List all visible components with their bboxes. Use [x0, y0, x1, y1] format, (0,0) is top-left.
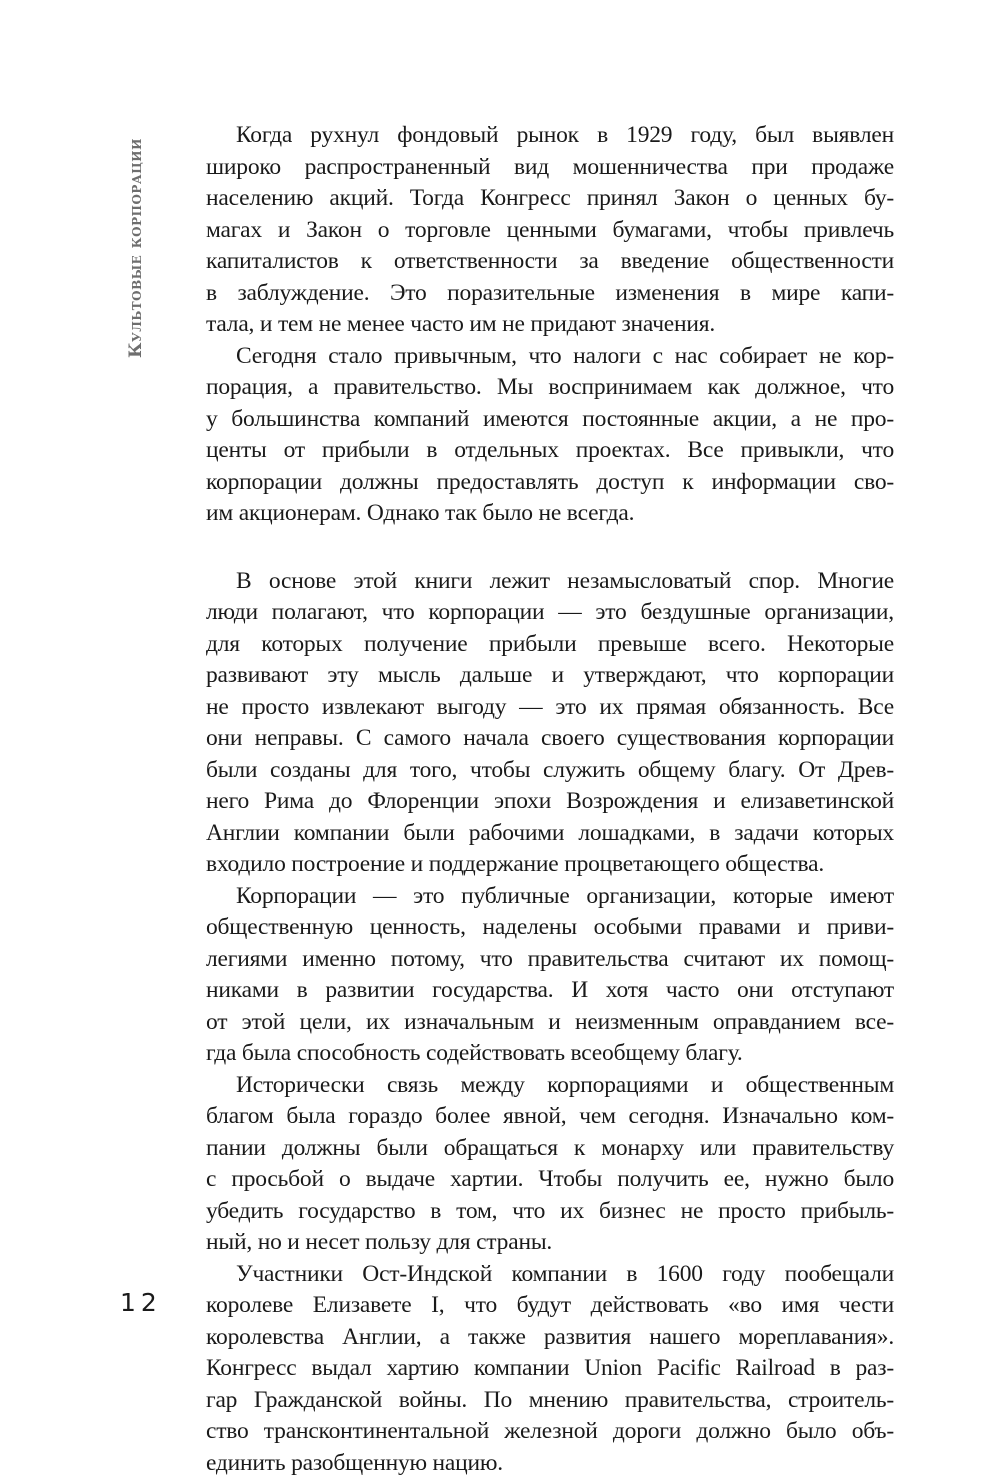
text-line: ство трансконтинентальной железной дороги должно было объ- [206, 1416, 894, 1448]
text-section [206, 566, 894, 1479]
paragraph [206, 120, 894, 341]
text-line: благом была гораздо более явной, чем сегодня. Изначально ком- [206, 1101, 894, 1133]
text-line: в заблуждение. Это поразительные изменения в мире капи- [206, 278, 894, 310]
text-line: Конгресс выдал хартию компании Union Pacific Railroad в раз- [206, 1353, 894, 1385]
paragraph [206, 566, 894, 881]
paragraph [206, 881, 894, 1070]
text-line: для которых получение прибыли превыше всего. Некоторые [206, 629, 894, 661]
running-head [118, 123, 154, 373]
text-line: королеве Елизавете I, что будут действовать «во имя чести [206, 1290, 894, 1322]
text-line: населению акций. Тогда Конгресс принял Закон о ценных бу- [206, 183, 894, 215]
text-line: люди полагают, что корпорации — это бездушные организации, [206, 597, 894, 629]
text-line: не просто извлекают выгоду — это их прямая обязанность. Все [206, 692, 894, 724]
text-line: гда была способность содействовать всеобщему благу. [206, 1038, 894, 1070]
text-line: Сегодня стало привычным, что налоги с нас собирает не кор- [206, 341, 894, 373]
text-line: широко распространенный вид мошенничества при продаже [206, 152, 894, 184]
text-line: с просьбой о выдаче хартии. Чтобы получить ее, нужно было [206, 1164, 894, 1196]
text-line: развивают эту мысль дальше и утверждают, что корпорации [206, 660, 894, 692]
page-number: 12 [120, 1288, 162, 1317]
text-line: центы от прибыли в отдельных проектах. Все привыкли, что [206, 435, 894, 467]
text-line: входило построение и поддержание процветающего общества. [206, 849, 894, 881]
text-line: были созданы для того, чтобы служить общему благу. От Древ- [206, 755, 894, 787]
paragraph [206, 1070, 894, 1259]
paragraph [206, 1259, 894, 1479]
text-line: они неправы. С самого начала своего существования корпорации [206, 723, 894, 755]
text-line: Участники Ост-Индской компании в 1600 году пообещали [206, 1259, 894, 1291]
text-line: В основе этой книги лежит незамысловатый спор. Многие [206, 566, 894, 598]
text-line: общественную ценность, наделены особыми правами и приви- [206, 912, 894, 944]
text-line: Когда рухнул фондовый рынок в 1929 году, был выявлен [206, 120, 894, 152]
text-line: порация, а правительство. Мы воспринимаем как должное, что [206, 372, 894, 404]
text-line: никами в развитии государства. И хотя часто они отступают [206, 975, 894, 1007]
text-line: пании должны были обращаться к монарху или правительству [206, 1133, 894, 1165]
running-head-text: Культовые корпорации [126, 138, 146, 358]
text-line: Англии компании были рабочими лошадками, в задачи которых [206, 818, 894, 850]
text-line: него Рима до Флоренции эпохи Возрождения и елизаветинской [206, 786, 894, 818]
text-line: легиями именно потому, что правительства считают их помощ- [206, 944, 894, 976]
text-line: у большинства компаний имеются постоянные акции, а не про- [206, 404, 894, 436]
text-line: единить разобщенную нацию. [206, 1448, 894, 1479]
text-line: ный, но и несет пользу для страны. [206, 1227, 894, 1259]
section-break [206, 530, 894, 566]
text-line: им акционерам. Однако так было не всегда. [206, 498, 894, 530]
text-line: убедить государство в том, что их бизнес не просто прибыль- [206, 1196, 894, 1228]
text-line: корпорации должны предоставлять доступ к информации сво- [206, 467, 894, 499]
text-line: капиталистов к ответственности за введение общественности [206, 246, 894, 278]
text-section [206, 120, 894, 530]
paragraph [206, 341, 894, 530]
text-line: от этой цели, их изначальным и неизменным оправданием все- [206, 1007, 894, 1039]
text-line: тала, и тем не менее часто им не придают значения. [206, 309, 894, 341]
text-line: гар Гражданской войны. По мнению правительства, строитель- [206, 1385, 894, 1417]
body-text [206, 120, 894, 1479]
text-line: магах и Закон о торговле ценными бумагами, чтобы привлечь [206, 215, 894, 247]
text-line: Исторически связь между корпорациями и общественным [206, 1070, 894, 1102]
text-line: королевства Англии, а также развития нашего мореплавания». [206, 1322, 894, 1354]
text-line: Корпорации — это публичные организации, которые имеют [206, 881, 894, 913]
